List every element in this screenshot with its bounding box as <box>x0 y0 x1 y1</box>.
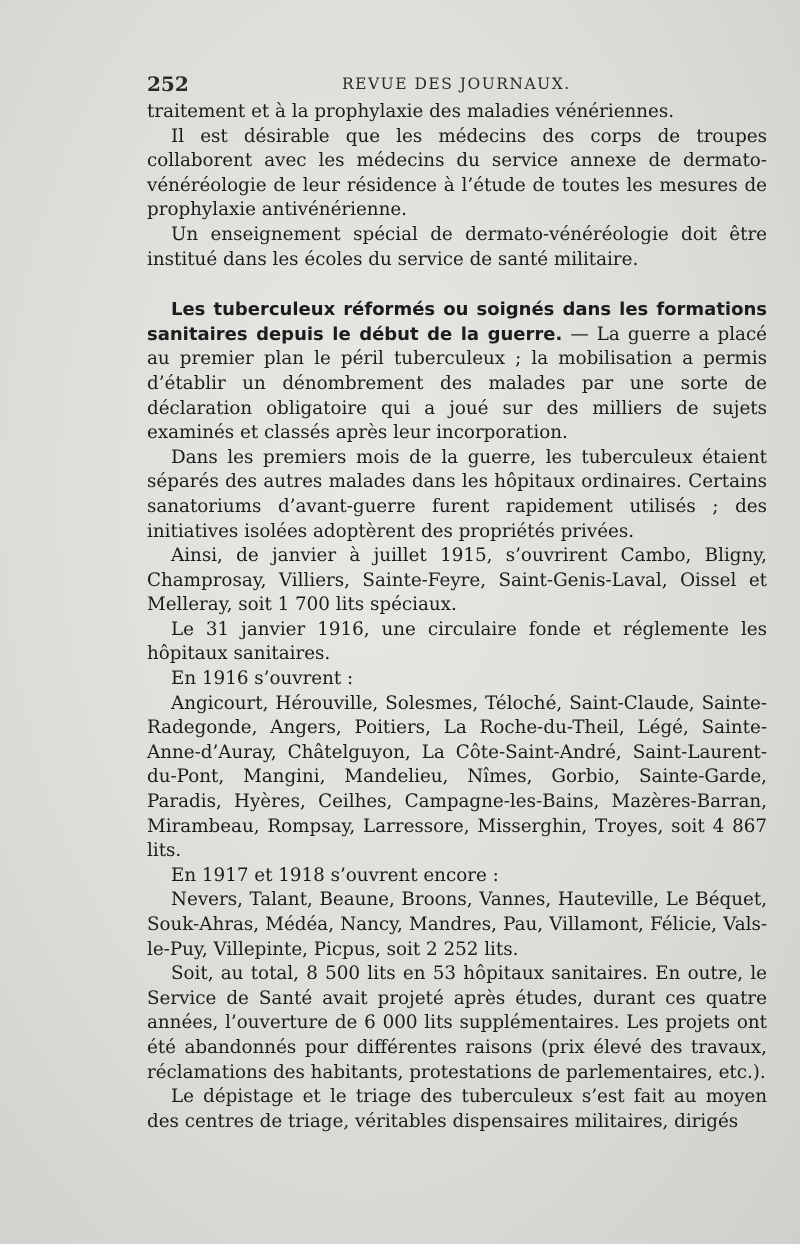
section-title: Les tuberculeux réformés ou soignés dans les formations sanitaires depuis le début de la guerre. <box>147 299 767 345</box>
paragraph: Le 31 janvier 1916, une circulaire fonde et réglemente les hôpitaux sanitaires. <box>147 618 767 665</box>
paragraph: Ainsi, de janvier à juillet 1915, s’ouvrirent Cambo, Bligny, Champrosay, Villiers, Sainte-Feyre, Saint-Genis-Laval, Oissel et Melleray, soit 1 700 lits spéciaux. <box>147 545 767 616</box>
paragraph: Angicourt, Hérouville, Solesmes, Téloché, Saint-Claude, Sainte-Radegonde, Angers, Poitiers, La Roche-du-Theil, Légé, Sainte-Anne-d’Auray, Châtelguyon, La Côte-Saint-André, Saint-Laurent-du-Pont, Mangini, Mandelieu, Nîmes, Gorbio, Sainte-Garde, Paradis, Hyères, Ceilhes, Campagne-les-Bains, Mazères-Barran, Mirambeau, Rompsay, Larressore, Misserghin, Troyes, soit 4 867 lits. <box>147 692 767 862</box>
running-head: REVUE DES JOURNAUX. <box>342 75 571 93</box>
body-text <box>147 100 767 1134</box>
section-gap <box>147 272 767 298</box>
paragraph: Nevers, Talant, Beaune, Broons, Vannes, Hauteville, Le Béquet, Souk-Ahras, Médéa, Nancy, Mandres, Pau, Villamont, Félicie, Vals-le-Puy, Villepinte, Picpus, soit 2 252 lits. <box>147 889 767 960</box>
section-lead: — La guerre a placé au premier plan le péril tuberculeux ; la mobilisation a permis d’établir un dénombrement des malades par une sorte de déclaration obligatoire qui a joué sur des milliers de sujets examinés et classés après leur incorporation. <box>147 323 767 444</box>
paragraph: Le dépistage et le triage des tuberculeux s’est fait au moyen des centres de triage, véritables dispensaires militaires, dirigés <box>147 1086 767 1132</box>
paragraph: Un enseignement spécial de dermato-vénéréologie doit être institué dans les écoles du service de santé militaire. <box>147 223 767 270</box>
section-paragraph <box>147 298 767 446</box>
paragraph: En 1917 et 1918 s’ouvrent encore : <box>171 864 499 886</box>
paragraph: Dans les premiers mois de la guerre, les tuberculeux étaient séparés des autres malades dans les hôpitaux ordinaires. Certains sanatoriums d’avant-guerre furent rapidement utilisés ; des initiatives isolées adoptèrent des propriétés privées. <box>147 446 767 542</box>
paragraph: Il est désirable que les médecins des corps de troupes collaborent avec les médecins du service annexe de dermato-vénéréologie de leur résidence à l’étude de toutes les mesures de prophylaxie antivénérienne. <box>147 125 767 221</box>
page-header <box>147 72 767 102</box>
paragraph: traitement et à la prophylaxie des maladies vénériennes. <box>147 101 675 122</box>
paragraph: En 1916 s’ouvrent : <box>171 668 354 690</box>
paragraph: Soit, au total, 8 500 lits en 53 hôpitaux sanitaires. En outre, le Service de Santé avait projeté après études, durant ces quatre années, l’ouverture de 6 000 lits supplémentaires. Les projets ont été abandonnés pour différentes raisons (prix élevé des travaux, réclamations des habitants, protestations de parlementaires, etc.). <box>147 963 767 1083</box>
page-number: 252 <box>147 72 189 96</box>
